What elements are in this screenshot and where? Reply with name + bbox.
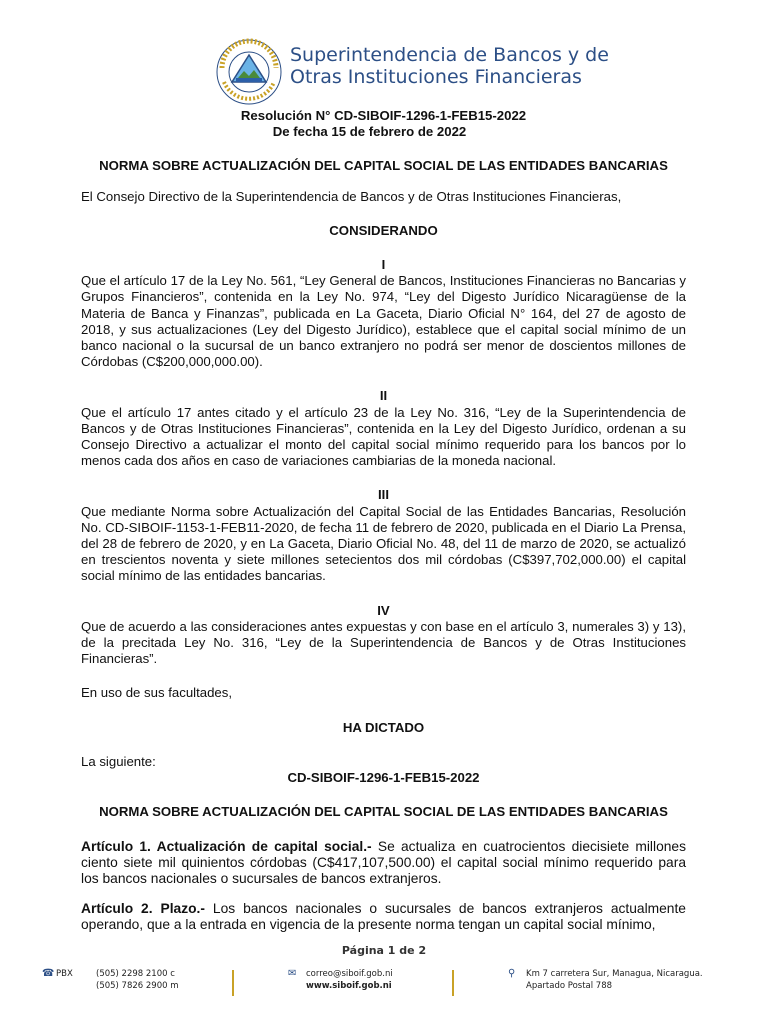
article-2-heading: Artículo 2. Plazo.- — [81, 900, 205, 916]
facultades-paragraph: En uso de sus facultades, — [81, 685, 233, 701]
footer-phone-1: (505) 2298 2100 c — [96, 969, 175, 979]
considerando-text-3: Que mediante Norma sobre Actualización del Capital Social de las Entidades Bancarias, Resolución No. CD-SIBOIF-1153-1-FEB11-2020, de fecha 11 de febrero de 2020, publicada en el Diario La Prensa, del 28 de febrero de 2020, y en La Gaceta, Diario Oficial No. 48, del 11 de marzo de 2020, se actualizó en trescientos noventa y siete millones setecientos dos mil córdobas (C$397,702,000.00) el capital social mínimo de las entidades bancarias. — [81, 503, 686, 584]
footer-separator-2 — [452, 970, 454, 996]
intro-paragraph: El Consejo Directivo de la Superintendencia de Bancos y de Otras Instituciones Financieras, — [81, 188, 622, 204]
page-number: Página 1 de 2 — [341, 944, 427, 957]
article-1 — [81, 839, 686, 887]
considerando-numeral-2: II — [379, 388, 388, 404]
footer-pbx-label: PBX — [56, 969, 73, 979]
footer — [0, 968, 768, 1008]
considerando-heading: CONSIDERANDO — [329, 222, 438, 238]
article-2-text: Los bancos nacionales o sucursales de bancos extranjeros actualmente operando, que a la entrada en vigencia de la presente norma tengan un capital social mínimo, — [81, 900, 686, 932]
resolution-date: De fecha 15 de febrero de 2022 — [272, 124, 467, 140]
considerando-text-2: Que el artículo 17 antes citado y el artículo 23 de la Ley No. 316, “Ley de la Superintendencia de Bancos y de Otras Instituciones Financieras”, contenida en la Ley del Digesto Jurídico, ordenan a su Consejo Directivo a actualizar el monto del capital social mínimo requerido para los bancos por lo menos cada dos años en caso de variaciones cambiarias de la moneda nacional. — [81, 404, 686, 469]
considerando-numeral-4: IV — [377, 602, 390, 618]
considerando-numeral-1: I — [381, 257, 386, 273]
organization-name — [290, 44, 609, 88]
article-2 — [81, 901, 686, 933]
considerando-numeral-3: III — [378, 487, 389, 503]
footer-address-line1: Km 7 carretera Sur, Managua, Nicaragua. — [526, 969, 703, 979]
footer-address-line2: Apartado Postal 788 — [526, 981, 613, 991]
document-title: NORMA SOBRE ACTUALIZACIÓN DEL CAPITAL SOCIAL DE LAS ENTIDADES BANCARIAS — [99, 158, 668, 174]
la-siguiente-text: La siguiente: — [81, 753, 156, 769]
footer-phone-2: (505) 7826 2900 m — [96, 981, 179, 991]
org-name-line1: Superintendencia de Bancos y de — [290, 44, 609, 66]
location-pin-icon: ⚲ — [508, 968, 516, 979]
norm-title: NORMA SOBRE ACTUALIZACIÓN DEL CAPITAL SOCIAL DE LAS ENTIDADES BANCARIAS — [99, 804, 668, 820]
resolution-number: Resolución N° CD-SIBOIF-1296-1-FEB15-2022 — [240, 108, 527, 123]
footer-website[interactable]: www.siboif.gob.ni — [306, 981, 392, 991]
email-icon: ✉ — [288, 968, 297, 979]
letterhead — [214, 38, 734, 106]
considerando-text-1: Que el artículo 17 de la Ley No. 561, “Ley General de Bancos, Instituciones Financieras no Bancarias y Grupos Financieros”, contenida en la Ley No. 974, “Ley del Digesto Jurídico Nicaragüense de la Materia de Banca y Finanzas”, publicada en La Gaceta, Diario Oficial N° 164, del 27 de agosto de 2018, y sus actualizaciones (Ley del Digesto Jurídico), establece que el capital social mínimo de un banco nacional o la sucursal de un banco extranjero no podrá ser menor de doscientos millones de Córdobas (C$200,000,000.00). — [81, 273, 686, 370]
footer-separator-1 — [232, 970, 234, 996]
norm-code: CD-SIBOIF-1296-1-FEB15-2022 — [287, 770, 480, 786]
considerando-text-4: Que de acuerdo a las consideraciones antes expuestas y con base en el artículo 3, numerales 3) y 13), de la precitada Ley No. 316, “Ley de la Superintendencia de Bancos y de Otras Instituciones Financieras”. — [81, 618, 686, 667]
article-1-text: Se actualiza en cuatrocientos diecisiete millones ciento siete mil quinientos córdobas (C$417,107,500.00) el capital social mínimo requerido para los bancos nacionales o sucursales de bancos extranjeros. — [81, 838, 686, 886]
footer-address — [526, 968, 703, 992]
article-1-heading: Artículo 1. Actualización de capital social.- — [81, 838, 372, 854]
org-name-line2: Otras Instituciones Financieras — [290, 66, 582, 88]
footer-contact — [306, 968, 393, 992]
footer-phones — [96, 968, 179, 992]
phone-icon: ☎ — [42, 968, 55, 979]
nicaragua-seal-icon — [214, 38, 284, 106]
footer-email[interactable]: correo@siboif.gob.ni — [306, 969, 393, 979]
ha-dictado-heading: HA DICTADO — [342, 719, 425, 735]
document-body — [81, 108, 686, 933]
